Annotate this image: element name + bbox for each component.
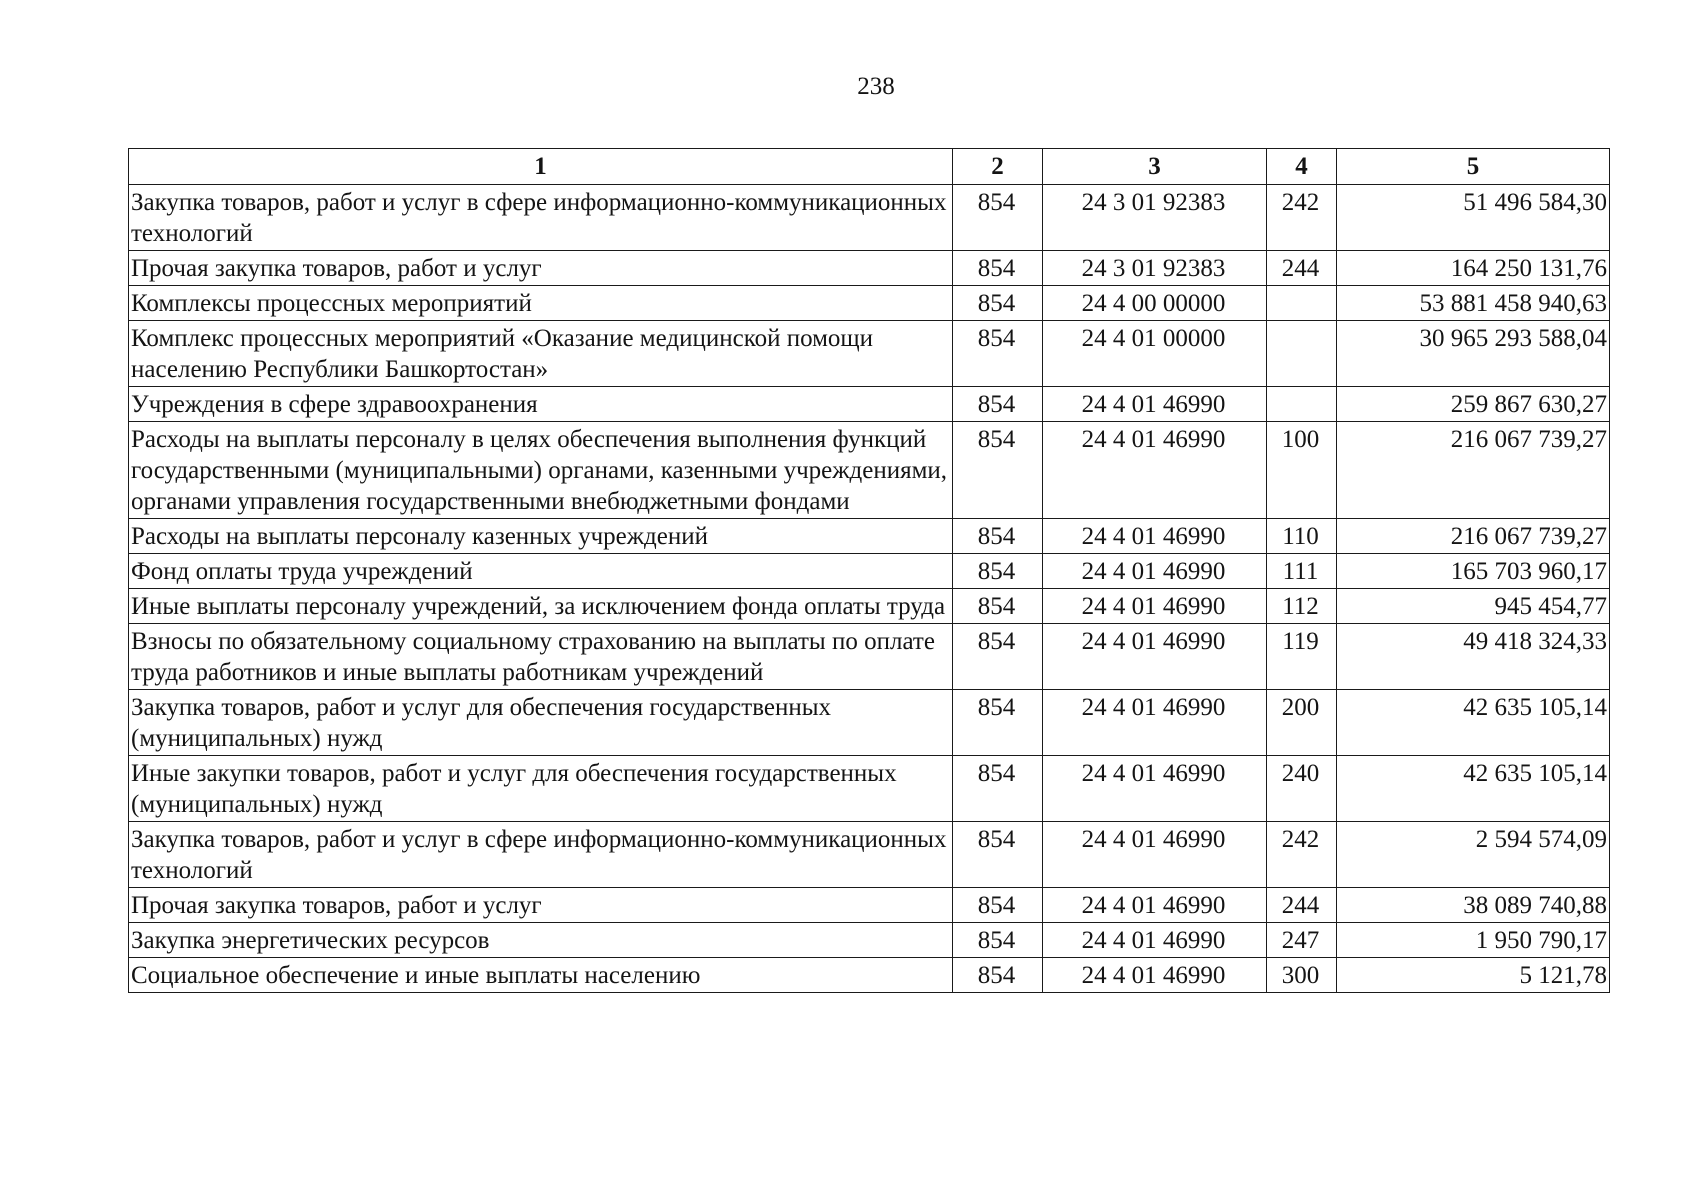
row-vr-cell: [1267, 286, 1337, 321]
table-row: [129, 321, 1610, 387]
row-ved-cell: 854: [953, 822, 1043, 888]
row-sum-cell: 945 454,77: [1337, 589, 1610, 624]
header-row: [129, 149, 1610, 185]
row-csr-cell: 24 4 01 46990: [1043, 422, 1267, 519]
row-name-cell: Социальное обеспечение и иные выплаты населению: [129, 958, 953, 993]
row-sum-cell: 49 418 324,33: [1337, 624, 1610, 690]
row-ved-cell: 854: [953, 185, 1043, 251]
table-row: [129, 923, 1610, 958]
table-row: [129, 286, 1610, 321]
row-csr-cell: 24 4 01 46990: [1043, 519, 1267, 554]
row-name-cell: Комплексы процессных мероприятий: [129, 286, 953, 321]
row-ved-cell: 854: [953, 387, 1043, 422]
budget-table: [128, 148, 1610, 993]
table-row: [129, 888, 1610, 923]
table-row: [129, 519, 1610, 554]
row-sum-cell: 216 067 739,27: [1337, 519, 1610, 554]
table-row: [129, 251, 1610, 286]
table-row: [129, 756, 1610, 822]
row-csr-cell: 24 4 01 46990: [1043, 589, 1267, 624]
row-sum-cell: 42 635 105,14: [1337, 756, 1610, 822]
row-vr-cell: 244: [1267, 251, 1337, 286]
row-csr-cell: 24 3 01 92383: [1043, 185, 1267, 251]
row-ved-cell: 854: [953, 624, 1043, 690]
row-vr-cell: 100: [1267, 422, 1337, 519]
row-ved-cell: 854: [953, 554, 1043, 589]
row-sum-cell: 42 635 105,14: [1337, 690, 1610, 756]
row-csr-cell: 24 4 01 46990: [1043, 822, 1267, 888]
row-name-cell: Закупка товаров, работ и услуг для обеспечения государственных (муниципальных) нужд: [129, 690, 953, 756]
row-vr-cell: 242: [1267, 822, 1337, 888]
row-name-cell: Закупка товаров, работ и услуг в сфере информационно-коммуникационных технологий: [129, 822, 953, 888]
table-row: [129, 422, 1610, 519]
row-sum-cell: 30 965 293 588,04: [1337, 321, 1610, 387]
row-vr-cell: 300: [1267, 958, 1337, 993]
row-csr-cell: 24 4 01 46990: [1043, 888, 1267, 923]
row-csr-cell: 24 4 00 00000: [1043, 286, 1267, 321]
row-sum-cell: 165 703 960,17: [1337, 554, 1610, 589]
row-name-cell: Иные выплаты персоналу учреждений, за исключением фонда оплаты труда: [129, 589, 953, 624]
table-body: [129, 185, 1610, 993]
table-row: [129, 589, 1610, 624]
table-row: [129, 554, 1610, 589]
page-number: 238: [857, 73, 895, 100]
row-csr-cell: 24 4 01 46990: [1043, 387, 1267, 422]
row-ved-cell: 854: [953, 923, 1043, 958]
row-sum-cell: 38 089 740,88: [1337, 888, 1610, 923]
row-sum-cell: 51 496 584,30: [1337, 185, 1610, 251]
row-name-cell: Закупка энергетических ресурсов: [129, 923, 953, 958]
row-csr-cell: 24 3 01 92383: [1043, 251, 1267, 286]
row-vr-cell: 119: [1267, 624, 1337, 690]
row-sum-cell: 53 881 458 940,63: [1337, 286, 1610, 321]
row-name-cell: Прочая закупка товаров, работ и услуг: [129, 888, 953, 923]
row-name-cell: Учреждения в сфере здравоохранения: [129, 387, 953, 422]
row-sum-cell: 216 067 739,27: [1337, 422, 1610, 519]
row-ved-cell: 854: [953, 251, 1043, 286]
header-col-1: 1: [129, 149, 953, 185]
row-ved-cell: 854: [953, 756, 1043, 822]
row-name-cell: Комплекс процессных мероприятий «Оказание медицинской помощи населению Республики Башкортостан»: [129, 321, 953, 387]
row-sum-cell: 5 121,78: [1337, 958, 1610, 993]
row-vr-cell: 111: [1267, 554, 1337, 589]
header-col-5: 5: [1337, 149, 1610, 185]
row-vr-cell: 247: [1267, 923, 1337, 958]
header-col-3: 3: [1043, 149, 1267, 185]
row-ved-cell: 854: [953, 589, 1043, 624]
row-csr-cell: 24 4 01 46990: [1043, 554, 1267, 589]
row-sum-cell: 259 867 630,27: [1337, 387, 1610, 422]
row-sum-cell: 1 950 790,17: [1337, 923, 1610, 958]
row-vr-cell: [1267, 321, 1337, 387]
row-ved-cell: 854: [953, 888, 1043, 923]
row-csr-cell: 24 4 01 00000: [1043, 321, 1267, 387]
header-col-4: 4: [1267, 149, 1337, 185]
row-name-cell: Взносы по обязательному социальному страхованию на выплаты по оплате труда работников и иные выплаты работникам учреждений: [129, 624, 953, 690]
row-ved-cell: 854: [953, 519, 1043, 554]
header-col-2: 2: [953, 149, 1043, 185]
row-vr-cell: 244: [1267, 888, 1337, 923]
row-ved-cell: 854: [953, 286, 1043, 321]
row-vr-cell: [1267, 387, 1337, 422]
table-row: [129, 387, 1610, 422]
table-row: [129, 624, 1610, 690]
row-csr-cell: 24 4 01 46990: [1043, 923, 1267, 958]
row-ved-cell: 854: [953, 958, 1043, 993]
row-csr-cell: 24 4 01 46990: [1043, 624, 1267, 690]
row-csr-cell: 24 4 01 46990: [1043, 756, 1267, 822]
row-name-cell: Иные закупки товаров, работ и услуг для обеспечения государственных (муниципальных) нужд: [129, 756, 953, 822]
row-csr-cell: 24 4 01 46990: [1043, 958, 1267, 993]
table-row: [129, 822, 1610, 888]
row-vr-cell: 110: [1267, 519, 1337, 554]
row-vr-cell: 242: [1267, 185, 1337, 251]
row-name-cell: Расходы на выплаты персоналу казенных учреждений: [129, 519, 953, 554]
table-row: [129, 958, 1610, 993]
table-row: [129, 690, 1610, 756]
row-ved-cell: 854: [953, 690, 1043, 756]
table-row: [129, 185, 1610, 251]
row-name-cell: Расходы на выплаты персоналу в целях обеспечения выполнения функций государственными (муниципальными) органами, казенными учреждениями, органами управления государственными внебюджетными фондами: [129, 422, 953, 519]
row-vr-cell: 112: [1267, 589, 1337, 624]
table-header: [129, 149, 1610, 185]
row-vr-cell: 200: [1267, 690, 1337, 756]
row-sum-cell: 2 594 574,09: [1337, 822, 1610, 888]
row-name-cell: Фонд оплаты труда учреждений: [129, 554, 953, 589]
row-ved-cell: 854: [953, 321, 1043, 387]
row-name-cell: Прочая закупка товаров, работ и услуг: [129, 251, 953, 286]
row-vr-cell: 240: [1267, 756, 1337, 822]
row-name-cell: Закупка товаров, работ и услуг в сфере информационно-коммуникационных технологий: [129, 185, 953, 251]
row-ved-cell: 854: [953, 422, 1043, 519]
row-csr-cell: 24 4 01 46990: [1043, 690, 1267, 756]
row-sum-cell: 164 250 131,76: [1337, 251, 1610, 286]
